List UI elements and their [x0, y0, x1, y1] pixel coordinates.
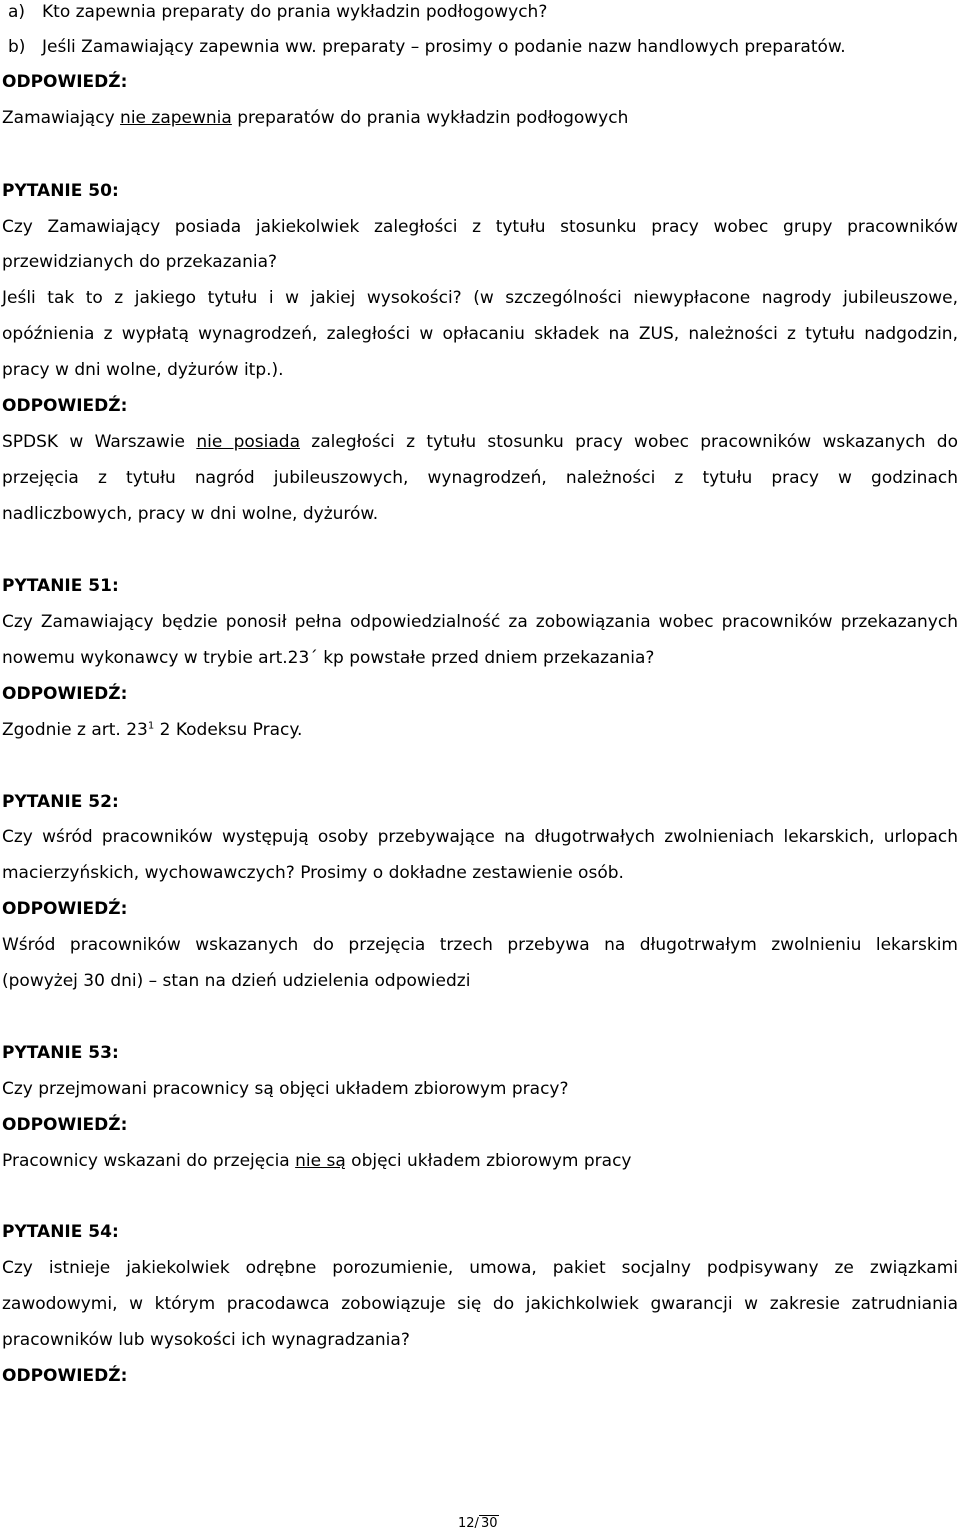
- question-50-line: Czy Zamawiający posiada jakiekolwiek zaległości z tytułu stosunku pracy wobec grupy pracowników: [2, 217, 958, 237]
- answer-49: [2, 108, 628, 128]
- question-52-line: Czy wśród pracowników występują osoby przebywające na długotrwałych zwolnieniach lekarskich, urlopach: [2, 827, 958, 847]
- question-50-line: Jeśli tak to z jakiego tytułu i w jakiej wysokości? (w szczególności niewypłacone nagrody jubileuszowe,: [2, 288, 958, 308]
- answer-51-text-end: 2 Kodeksu Pracy.: [154, 720, 303, 740]
- answer-50-line: [2, 432, 958, 452]
- question-51-line: Czy Zamawiający będzie ponosił pełna odpowiedzialność za zobowiązania wobec pracowników przekazanych: [2, 612, 958, 632]
- answer-50-text: SPDSK w Warszawie: [2, 432, 197, 452]
- answer-label: ODPOWIEDŹ:: [2, 684, 128, 704]
- answer-label: ODPOWIEDŹ:: [2, 899, 128, 919]
- question-50-line: przewidzianych do przekazania?: [2, 252, 278, 272]
- answer-53-underlined: nie są: [295, 1151, 346, 1171]
- question-52-title: PYTANIE 52:: [2, 792, 119, 812]
- answer-49-text: Zamawiający: [2, 108, 121, 128]
- answer-49-underlined: nie zapewnia: [120, 108, 232, 128]
- item-b-text: Jeśli Zamawiający zapewnia ww. preparaty – prosimy o podanie nazw handlowych preparatów.: [42, 37, 846, 57]
- question-52-line: macierzyńskich, wychowawczych? Prosimy o dokładne zestawienie osób.: [2, 863, 624, 883]
- answer-53-text-end: objęci układem zbiorowym pracy: [345, 1151, 632, 1171]
- question-54-line: Czy istnieje jakiekolwiek odrębne porozumienie, umowa, pakiet socjalny podpisywany ze związkami: [2, 1258, 958, 1278]
- question-53-title: PYTANIE 53:: [2, 1043, 119, 1063]
- item-a-text: Kto zapewnia preparaty do prania wykładzin podłogowych?: [42, 2, 548, 22]
- item-a: [2, 2, 547, 22]
- answer-50-line: nadliczbowych, pracy w dni wolne, dyżurów.: [2, 504, 379, 524]
- question-53-line: Czy przejmowani pracownicy są objęci układem zbiorowym pracy?: [2, 1079, 569, 1099]
- answer-50-underlined: nie posiada: [196, 432, 300, 452]
- answer-label: ODPOWIEDŹ:: [2, 1115, 128, 1135]
- answer-label: ODPOWIEDŹ:: [2, 396, 128, 416]
- answer-51: [2, 720, 302, 740]
- answer-53: [2, 1151, 632, 1171]
- answer-53-text: Pracownicy wskazani do przejęcia: [2, 1151, 296, 1171]
- question-50-line: pracy w dni wolne, dyżurów itp.).: [2, 360, 284, 380]
- item-b: [2, 37, 846, 57]
- question-54-line: zawodowymi, w którym pracodawca zobowiązuje się do jakichkolwiek gwarancji w zakresie zatrudniania: [2, 1294, 958, 1314]
- question-50-line: opóźnienia z wypłatą wynagrodzeń, zaległości w opłacaniu składek na ZUS, należności z tytułu nadgodzin,: [2, 324, 958, 344]
- answer-52-line: Wśród pracowników wskazanych do przejęcia trzech przebywa na długotrwałym zwolnieniu lekarskim: [2, 935, 958, 955]
- question-51-title: PYTANIE 51:: [2, 576, 119, 596]
- question-54-title: PYTANIE 54:: [2, 1222, 119, 1242]
- question-54-line: pracowników lub wysokości ich wynagradzania?: [2, 1330, 410, 1350]
- question-50-title: PYTANIE 50:: [2, 181, 119, 201]
- answer-50-line: przejęcia z tytułu nagród jubileuszowych, wynagrodzeń, należności z tytułu pracy w godzinach: [2, 468, 958, 488]
- item-b-marker: b): [8, 37, 26, 57]
- item-a-marker: a): [8, 2, 26, 22]
- answer-label: ODPOWIEDŹ:: [2, 1366, 128, 1386]
- page-number: 12/ 30: [458, 1516, 498, 1531]
- page-total: 30: [480, 1516, 498, 1531]
- answer-52-line: (powyżej 30 dni) – stan na dzień udzielenia odpowiedzi: [2, 971, 471, 991]
- answer-51-text: Zgodnie z art. 23: [2, 720, 148, 740]
- answer-50-text-end: zaległości z tytułu stosunku pracy wobec pracowników wskazanych do: [300, 432, 958, 452]
- question-51-line: nowemu wykonawcy w trybie art.23´ kp powstałe przed dniem przekazania?: [2, 648, 655, 668]
- answer-51-superscript: 1: [147, 720, 155, 732]
- answer-label: ODPOWIEDŹ:: [2, 72, 128, 92]
- page-current: 12: [458, 1516, 475, 1531]
- answer-49-text-end: preparatów do prania wykładzin podłogowych: [231, 108, 629, 128]
